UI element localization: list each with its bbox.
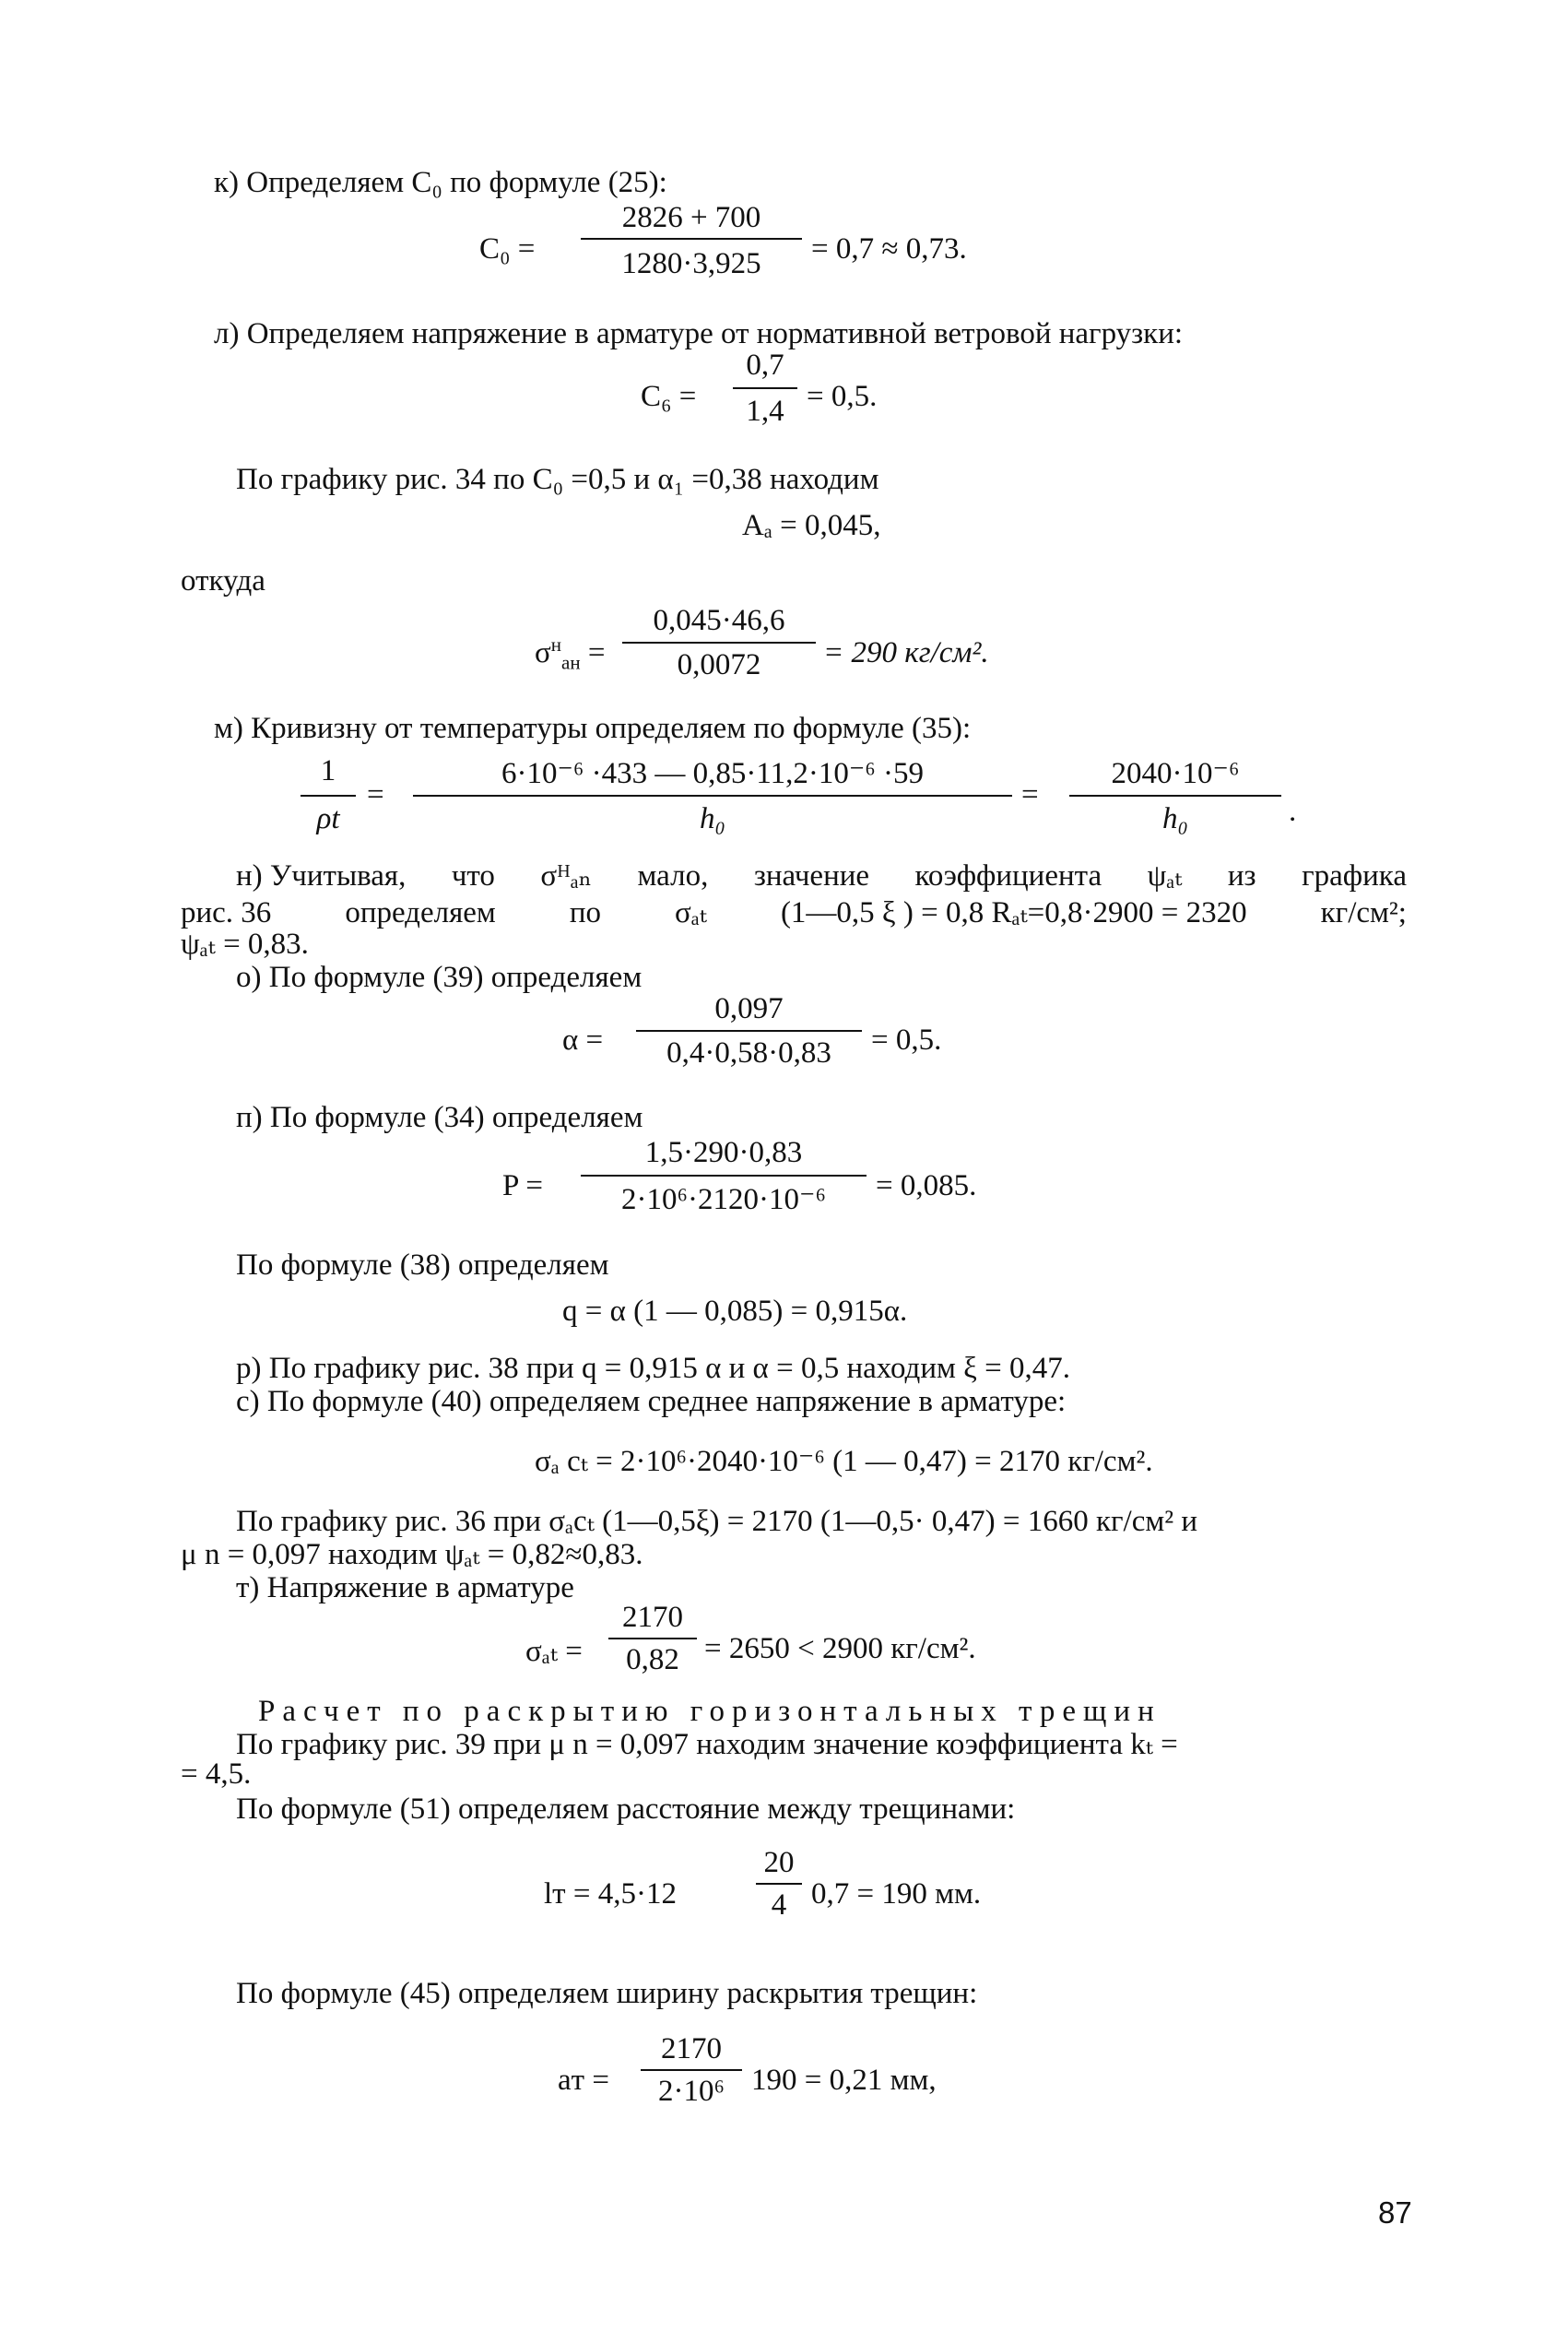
fraction-bar <box>581 238 802 240</box>
formula-at-denominator: 2·10⁶ <box>658 2075 725 2108</box>
equals-sign: = <box>1021 778 1039 811</box>
formula-sigma-an-numerator: 0,045·46,6 <box>653 604 785 637</box>
word: σᴴₐₙ <box>540 859 593 893</box>
curvature-frac2-denominator: h₀ <box>700 802 725 835</box>
formula-at-lhs: aᴛ = <box>558 2064 609 2097</box>
formula-lt-numerator: 20 <box>763 1846 795 1879</box>
word: значение <box>753 859 870 893</box>
sigma-subscript: ан <box>561 651 581 674</box>
word: кг/см²; <box>1320 896 1407 929</box>
formula-c0-lhs: C₀ = <box>479 232 536 266</box>
formula-alpha-rhs: = 0,5. <box>871 1024 942 1057</box>
curvature-frac3-numerator: 2040·10⁻⁶ <box>1111 757 1240 790</box>
curvature-frac1-numerator: 1 <box>320 754 336 787</box>
item-n-line1 <box>236 858 1407 894</box>
formula-alpha-lhs: α = <box>562 1024 604 1057</box>
curvature-frac1-denominator: ρt <box>316 802 340 835</box>
word: графика <box>1302 859 1407 893</box>
item-m-text: м) Кривизну от температуры определяем по формуле (35): <box>214 712 972 745</box>
formula-alpha-numerator: 0,097 <box>714 992 784 1025</box>
item-p-text: п) По формуле (34) определяем <box>236 1101 643 1134</box>
page-number: 87 <box>1378 2195 1412 2230</box>
formula-45-text: По формуле (45) определяем ширину раскрытия трещин: <box>236 1977 978 2010</box>
fraction-bar <box>413 795 1012 797</box>
formula-sigma-at-denominator: 0,82 <box>626 1643 679 1676</box>
formula-p-rhs: = 0,085. <box>876 1169 977 1202</box>
item-r-text: р) По графику рис. 38 при q = 0,915 α и α = 0,5 находим ξ = 0,47. <box>236 1352 1070 1385</box>
sigma-symbol: σ <box>535 636 551 669</box>
item-k-text: к) Определяем C₀ по формуле (25): <box>214 166 667 199</box>
curvature-frac3-denominator: h₀ <box>1162 802 1188 835</box>
graph-39-line1: По графику рис. 39 при μ n = 0,097 находим значение коэффициента kₜ = <box>236 1728 1178 1761</box>
item-s-text: с) По формуле (40) определяем среднее напряжение в арматуре: <box>236 1385 1067 1418</box>
word: определяем <box>345 896 496 929</box>
graph-36-line2: μ n = 0,097 находим ψₐₜ = 0,82≈0,83. <box>181 1538 643 1571</box>
item-o-text: о) По формуле (39) определяем <box>236 961 643 994</box>
formula-c0-numerator: 2826 + 700 <box>621 201 761 234</box>
fraction-bar <box>1069 795 1281 797</box>
formula-c6-rhs: = 0,5. <box>807 380 878 413</box>
item-n-line2 <box>181 894 1407 931</box>
word: мало, <box>637 859 709 893</box>
formula-c0-rhs: = 0,7 ≈ 0,73. <box>811 232 967 266</box>
formula-c6-denominator: 1,4 <box>746 395 784 428</box>
section-heading: Расчет по раскрытию горизонтальных трещин <box>258 1695 1161 1728</box>
graph-36-line1: По графику рис. 36 при σₐcₜ (1—0,5ξ) = 2170 (1—0,5· 0,47) = 1660 кг/см² и <box>236 1505 1198 1538</box>
formula-38-text: По формуле (38) определяем <box>236 1248 609 1282</box>
formula-p-lhs: P = <box>502 1169 543 1202</box>
fraction-bar <box>641 2069 742 2071</box>
curvature-frac2-numerator: 6·10⁻⁶ ·433 — 0,85·11,2·10⁻⁶ ·59 <box>501 757 925 790</box>
word: н) Учитывая, <box>236 859 407 893</box>
formula-at-rhs: 190 = 0,21 мм, <box>751 2064 937 2097</box>
otkuda-text: откуда <box>181 564 265 598</box>
formula-lt-rhs: 0,7 = 190 мм. <box>811 1877 982 1911</box>
word: по <box>569 896 601 929</box>
fraction-bar <box>636 1030 862 1032</box>
fraction-bar <box>622 642 816 644</box>
word: что <box>451 859 495 893</box>
formula-c6-lhs: C₆ = <box>641 380 697 413</box>
formula-p-denominator: 2·10⁶·2120·10⁻⁶ <box>621 1183 826 1216</box>
formula-lt-denominator: 4 <box>771 1888 787 1922</box>
graph-34-text: По графику рис. 34 по C₀ =0,5 и α₁ =0,38 находим <box>236 463 879 496</box>
item-l-text: л) Определяем напряжение в арматуре от нормативной ветровой нагрузки: <box>214 317 1184 350</box>
period: . <box>1289 795 1297 828</box>
fraction-bar <box>301 795 356 797</box>
formula-a: Aₐ = 0,045, <box>742 509 881 542</box>
word: ψₐₜ <box>1147 859 1183 893</box>
fraction-bar <box>581 1175 867 1177</box>
fraction-bar <box>733 387 797 389</box>
formula-at-numerator: 2170 <box>661 2032 722 2065</box>
formula-sigma-at-lhs: σₐₜ = <box>525 1635 583 1668</box>
formula-sigma-at-rhs: = 2650 < 2900 кг/см². <box>704 1632 976 1665</box>
formula-sigma-an-denominator: 0,0072 <box>677 648 761 681</box>
formula-sigma-at-numerator: 2170 <box>622 1601 683 1634</box>
formula-lt-lhs: lᴛ = 4,5·12 <box>544 1877 677 1911</box>
word: σₐₜ <box>674 896 707 929</box>
fraction-bar <box>608 1638 697 1639</box>
formula-sigma-an-lhs <box>535 633 606 674</box>
equals-sign: = <box>587 636 606 669</box>
item-t-text: т) Напряжение в арматуре <box>236 1571 574 1604</box>
formula-c0-denominator: 1280·3,925 <box>621 247 761 280</box>
formula-alpha-denominator: 0,4·0,58·0,83 <box>666 1036 831 1070</box>
formula-c6-numerator: 0,7 <box>746 349 784 382</box>
formula-sigma-act: σₐ cₜ = 2·10⁶·2040·10⁻⁶ (1 — 0,47) = 2170 кг/см². <box>535 1445 1153 1478</box>
formula-51-text: По формуле (51) определяем расстояние между трещинами: <box>236 1793 1016 1826</box>
word: из <box>1227 859 1256 893</box>
word: (1—0,5 ξ ) = 0,8 Rₐₜ=0,8·2900 = 2320 <box>780 896 1247 929</box>
sigma-superscript: н <box>550 633 562 656</box>
fraction-bar <box>756 1883 802 1885</box>
formula-p-numerator: 1,5·290·0,83 <box>644 1136 803 1169</box>
formula-q: q = α (1 — 0,085) = 0,915α. <box>562 1295 908 1328</box>
word: рис. 36 <box>181 896 272 929</box>
equals-sign: = <box>367 778 384 811</box>
word: коэффициента <box>914 859 1102 893</box>
graph-39-line2: = 4,5. <box>181 1757 252 1791</box>
item-n-line3: ψₐₜ = 0,83. <box>181 928 309 961</box>
formula-sigma-an-rhs: = 290 кг/см². <box>823 636 989 669</box>
